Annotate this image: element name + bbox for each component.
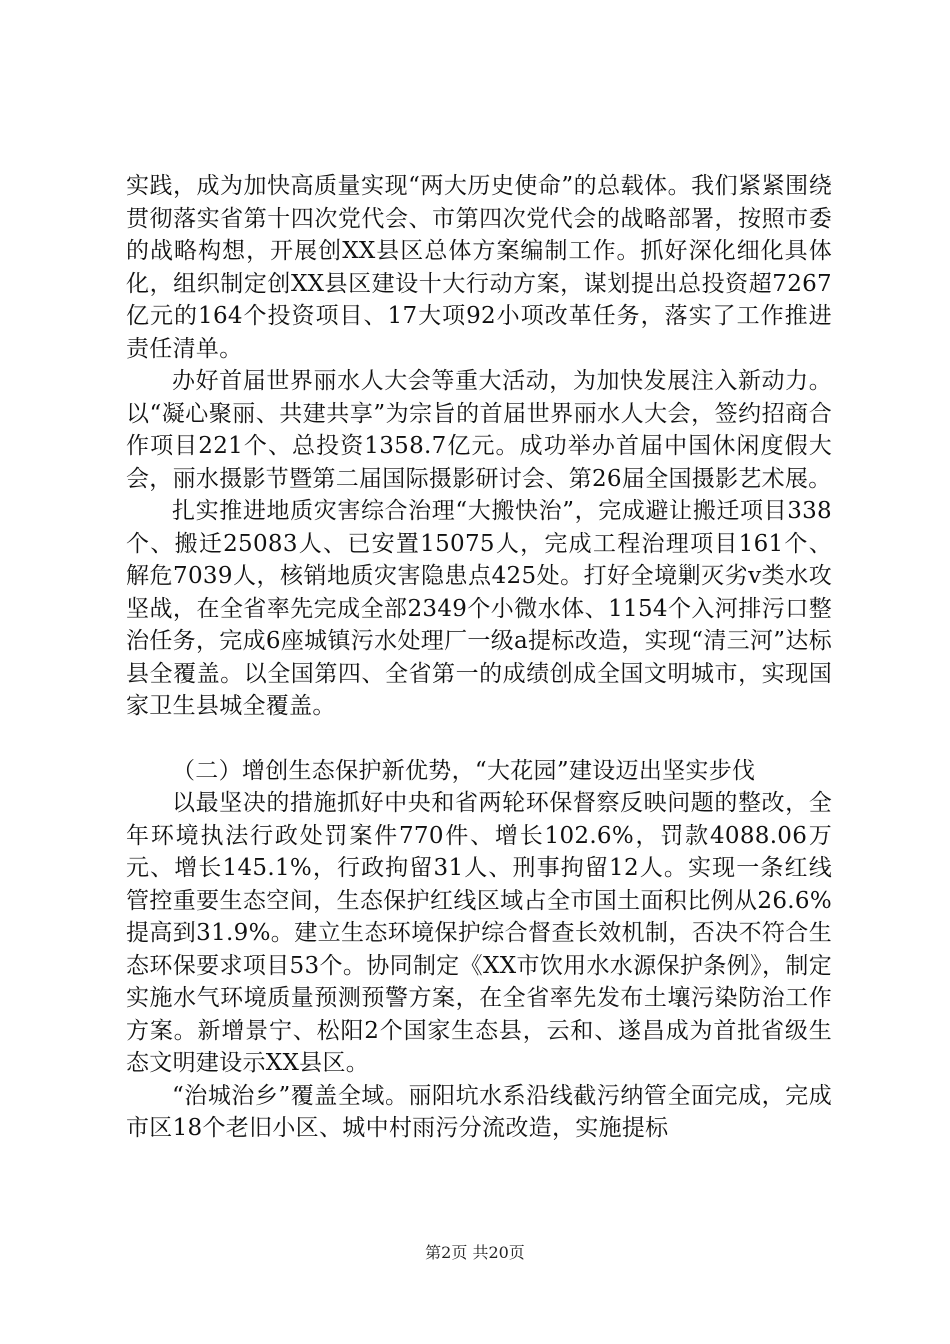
paragraph-2: 办好首届世界丽水人大会等重大活动，为加快发展注入新动力。以“凝心聚丽、共建共享”为宗旨的首届世界丽水人大会，签约招商合作项目221个、总投资1358.7亿元。成功举办首届中国休闲度假大会，丽水摄影节暨第二届国际摄影研讨会、第26届全国摄影艺术展。 <box>126 368 832 492</box>
page-footer: 第2页 共20页 <box>425 1243 525 1262</box>
paragraph-1: 实践，成为加快高质量实现“两大历史使命”的总载体。我们紧紧围绕贯彻落实省第十四次党代会、市第四次党代会的战略部署，按照市委的战略构想，开展创XX县区总体方案编制工作。抓好深化细化具体化，组织制定创XX县区建设十大行动方案，谋划提出总投资超7267亿元的164个投资项目、17大项92小项改革任务，落实了工作推进责任清单。 <box>126 173 832 362</box>
paragraph-4: 以最坚决的措施抓好中央和省两轮环保督察反映问题的整改，全年环境执法行政处罚案件770件、增长102.6%，罚款4088.06万元、增长145.1%，行政拘留31人、刑事拘留12人。实现一条红线管控重要生态空间，生态保护红线区域占全市国土面积比例从26.6%提高到31.9%。建立生态环境保护综合督查长效机制，否决不符合生态环保要求项目53个。协同制定《XX市饮用水水源保护条例》，制定实施水气环境质量预测预警方案，在全省率先发布土壤污染防治工作方案。新增景宁、松阳2个国家生态县，云和、遂昌成为首批省级生态文明建设示XX县区。 <box>126 790 832 1076</box>
paragraph-5: “治城治乡”覆盖全域。丽阳坑水系沿线截污纳管全面完成，完成市区18个老旧小区、城中村雨污分流改造，实施提标 <box>126 1082 832 1141</box>
section-heading: （二）增创生态保护新优势，“大花园”建设迈出坚实步伐 <box>172 757 756 784</box>
document-body <box>126 170 832 1145</box>
paragraph-3: 扎实推进地质灾害综合治理“大搬快治”，完成避让搬迁项目338个、搬迁25083人、已安置15075人，完成工程治理项目161个、解危7039人，核销地质灾害隐患点425处。打好全境剿灭劣v类水攻坚战，在全省率先完成全部2349个小微水体、1154个入河排污口整治任务，完成6座城镇污水处理厂一级a提标改造，实现“清三河”达标县全覆盖。以全国第四、全省第一的成绩创成全国文明城市，实现国家卫生县城全覆盖。 <box>126 498 832 719</box>
